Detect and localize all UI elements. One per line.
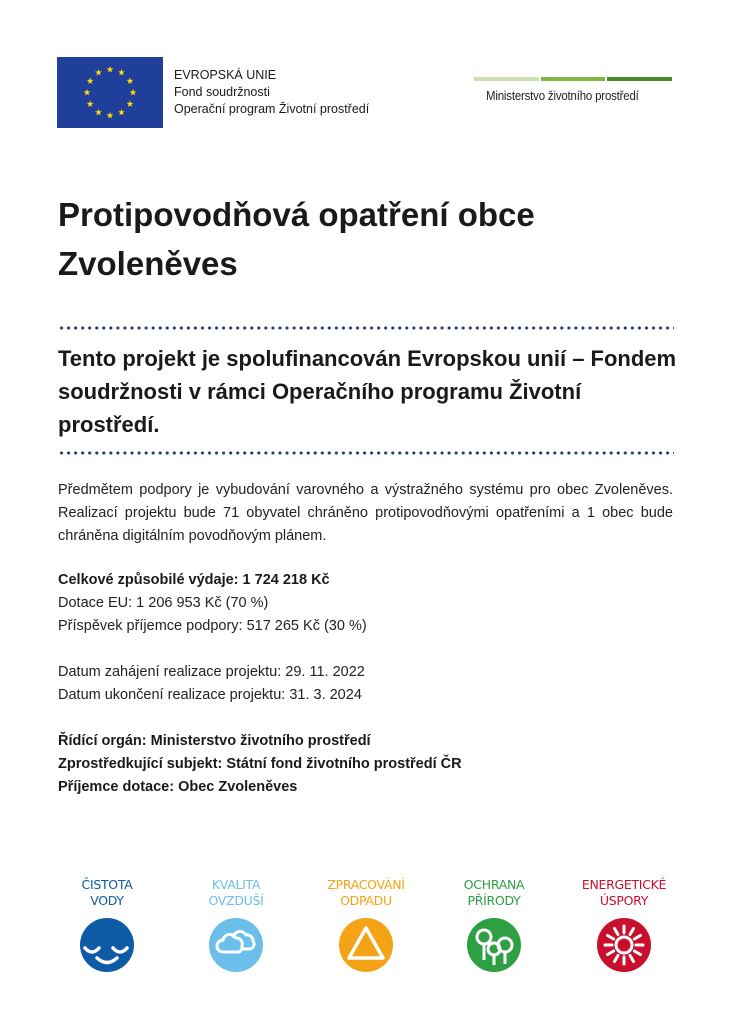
trees-icon (467, 918, 521, 972)
ministry-bar (474, 77, 539, 81)
ministry-bar (541, 77, 606, 81)
category-label: ZPRACOVÁNÍ (327, 877, 405, 892)
start-date: Datum zahájení realizace projektu: 29. 11. 2022 (58, 664, 365, 680)
eu-logo-text (174, 67, 369, 118)
category-label: OVZDUŠÍ (208, 893, 264, 908)
eu-logo-line: Operační program Životní prostředí (174, 102, 370, 116)
eu-flag-icon (57, 57, 163, 128)
clouds-icon (209, 918, 263, 972)
intermediate-body: Zprostředkující subjekt: Státní fond životního prostředí ČR (58, 756, 462, 772)
category-air (181, 877, 291, 909)
category-label: ENERGETICKÉ (581, 877, 667, 892)
water-waves-icon (80, 918, 134, 972)
category-label: ÚSPORY (599, 893, 649, 908)
category-water (52, 877, 162, 909)
sun-icon (597, 918, 651, 972)
eu-logo-line: Fond soudržnosti (174, 85, 270, 99)
recycle-triangle-icon (339, 918, 393, 972)
category-label: ČISTOTA (81, 877, 133, 892)
end-date: Datum ukončení realizace projektu: 31. 3. 2024 (58, 687, 362, 703)
category-energy (569, 877, 679, 909)
eu-grant: Dotace EU: 1 206 953 Kč (70 %) (58, 595, 269, 611)
category-label: ODPADU (340, 893, 392, 908)
grant-recipient: Příjemce dotace: Obec Zvoleněves (58, 779, 298, 795)
category-label: KVALITA (211, 877, 261, 892)
category-label: VODY (90, 893, 124, 908)
dotted-divider (58, 326, 674, 330)
ministry-logo-name: Ministerstvo životního prostředí (486, 88, 639, 103)
cofinancing-statement: Tento projekt je spolufinancován Evropskou unií – Fondem soudržnosti v rámci Operačního programu Životní prostředí. (58, 346, 677, 437)
ministry-logo-bars (474, 77, 672, 81)
category-waste (311, 877, 421, 909)
page-title: Protipovodňová opatření obce Zvoleněves (58, 196, 535, 282)
managing-authority: Řídící orgán: Ministerstvo životního prostředí (58, 733, 371, 749)
project-description: Předmětem podpory je vybudování varovného a výstražného systému pro obec Zvoleněves. Realizací projektu bude 71 obyvatel chráněno protipovodňovými opatřeními a 1 obec bude chráněna digitálním povodňovým plánem. (58, 482, 673, 544)
dotted-divider (58, 451, 674, 455)
category-label: OCHRANA (463, 877, 525, 892)
category-label: PŘÍRODY (467, 893, 521, 908)
category-nature (439, 877, 549, 909)
eu-logo-line: EVROPSKÁ UNIE (174, 68, 277, 82)
total-eligible-expenses: Celkové způsobilé výdaje: 1 724 218 Kč (58, 572, 330, 588)
recipient-contribution: Příspěvek příjemce podpory: 517 265 Kč (30 %) (58, 618, 367, 634)
ministry-bar (607, 77, 672, 81)
